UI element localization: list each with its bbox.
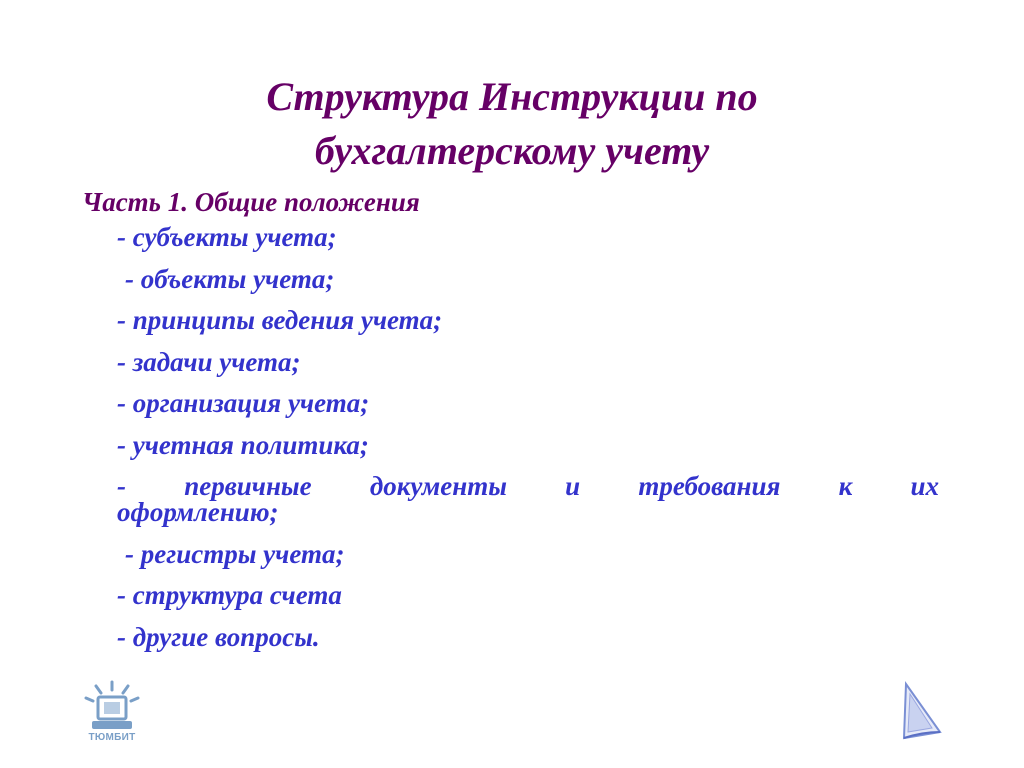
list-item: - объекты учета; (125, 263, 335, 294)
logo-left-label: ТЮМБИТ (88, 732, 136, 743)
list-item: - принципы ведения учета; (117, 305, 443, 335)
slide-title-line-1: Структура Инструкции по (266, 74, 758, 119)
slide-title (0, 70, 1024, 178)
list-item (117, 473, 939, 525)
list-item-line-2: оформлению; (117, 497, 279, 527)
list-item: - организация учета; (117, 388, 370, 418)
sail-logo-icon (896, 680, 946, 746)
section-heading: Часть 1. Общие положения (82, 187, 420, 217)
item-list (117, 224, 939, 665)
list-item-line-1: - первичные документы и требования к их (117, 471, 939, 501)
list-item: - структура счета (117, 580, 342, 610)
slide-title-line-2: бухгалтерскому учету (314, 128, 710, 173)
list-item: - регистры учета; (125, 538, 345, 569)
list-item: - другие вопросы. (117, 621, 320, 652)
list-item: - задачи учета; (117, 346, 301, 377)
list-item: - учетная политика; (117, 429, 369, 460)
list-item: - субъекты учета; (117, 222, 337, 252)
